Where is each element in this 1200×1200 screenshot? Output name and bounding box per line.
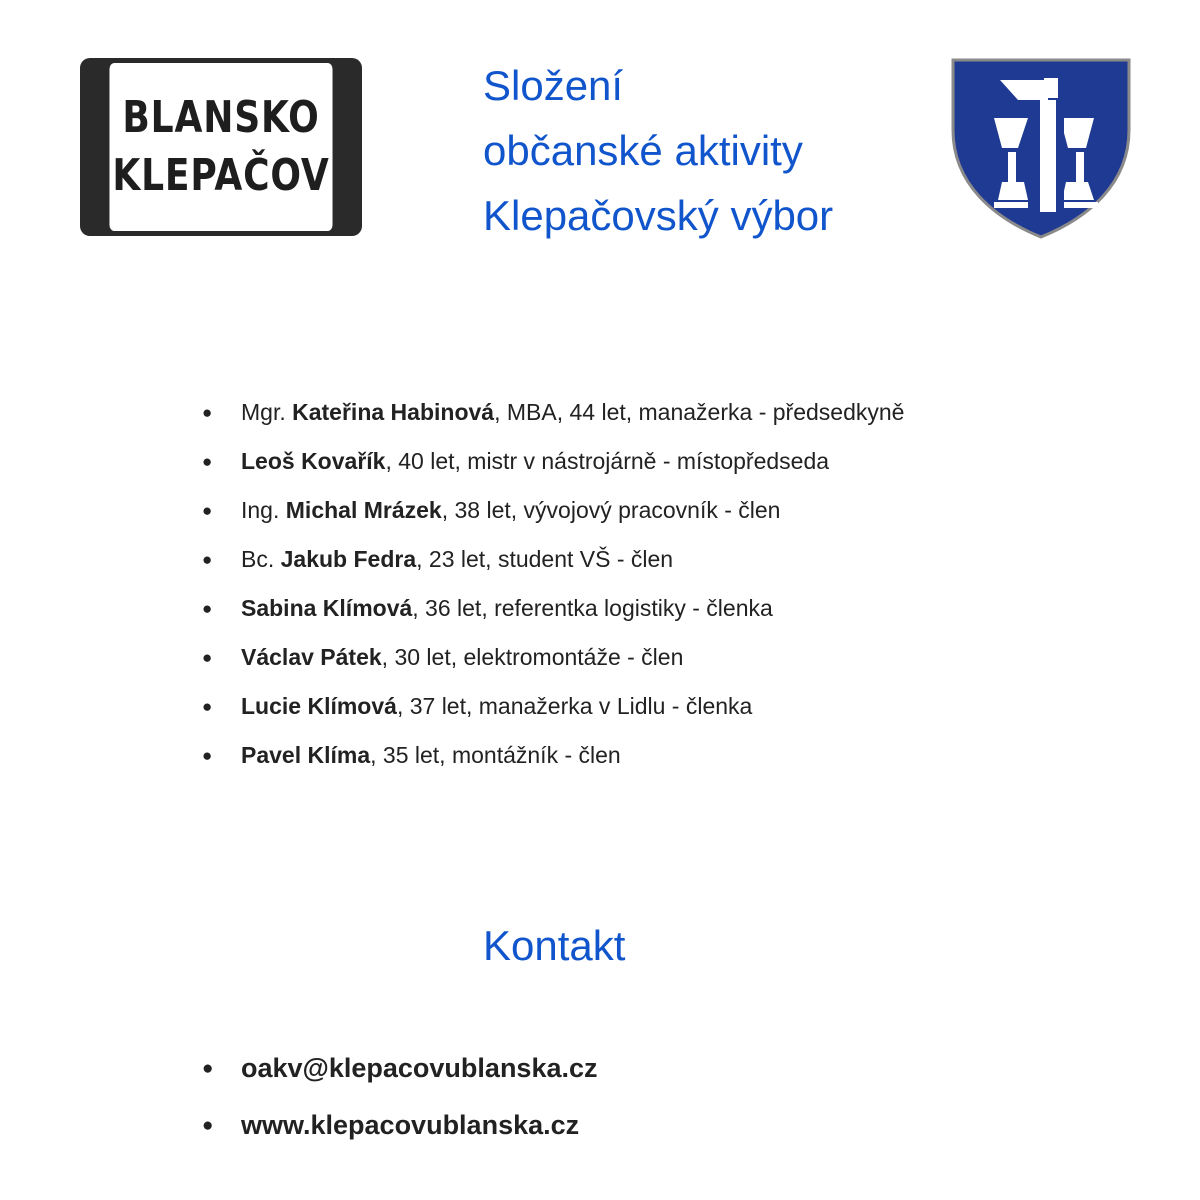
member-name: Michal Mrázek bbox=[285, 497, 442, 523]
contact-email-link[interactable]: oakv@klepacovublanska.cz bbox=[241, 1053, 598, 1083]
title-line-2: občanské aktivity bbox=[483, 127, 803, 174]
member-name: Václav Pátek bbox=[241, 644, 382, 670]
list-item bbox=[200, 682, 904, 731]
list-item bbox=[200, 633, 904, 682]
contact-web-item bbox=[200, 1097, 598, 1154]
contact-email-item bbox=[200, 1040, 598, 1097]
member-name: Jakub Fedra bbox=[280, 546, 417, 572]
bullet-icon: ● bbox=[202, 1058, 214, 1079]
list-item bbox=[200, 486, 904, 535]
member-details: , 38 let, vývojový pracovník - člen bbox=[441, 497, 781, 523]
member-details: , 40 let, mistr v nástrojárně - místopředseda bbox=[385, 448, 830, 474]
bullet-icon: ● bbox=[202, 501, 213, 520]
member-details: , 23 let, student VŠ - člen bbox=[416, 546, 674, 572]
member-title: Bc. bbox=[241, 546, 281, 572]
member-name: Pavel Klíma bbox=[241, 742, 371, 768]
member-details: , 35 let, montážník - člen bbox=[370, 742, 621, 768]
crest-bar-right bbox=[1058, 116, 1064, 208]
member-title: Mgr. bbox=[241, 399, 293, 425]
member-name: Sabina Klímová bbox=[241, 595, 413, 621]
member-name: Kateřina Habinová bbox=[292, 399, 495, 425]
page-title bbox=[483, 53, 833, 248]
contact-heading: Kontakt bbox=[483, 922, 626, 969]
list-item bbox=[200, 535, 904, 584]
bullet-icon: ● bbox=[202, 550, 213, 569]
crest-bar-left bbox=[1028, 116, 1034, 208]
list-item bbox=[200, 731, 904, 780]
list-item bbox=[200, 437, 904, 486]
committee-member-list bbox=[200, 388, 904, 780]
contact-web-link[interactable]: www.klepacovublanska.cz bbox=[241, 1110, 580, 1140]
bullet-icon: ● bbox=[202, 697, 213, 716]
town-sign-face bbox=[109, 63, 332, 231]
bullet-icon: ● bbox=[202, 599, 213, 618]
list-item bbox=[200, 584, 904, 633]
sign-line-klepacov: KLEPAČOV bbox=[112, 150, 330, 201]
bullet-icon: ● bbox=[202, 403, 213, 422]
member-details: , 30 let, elektromontáže - člen bbox=[381, 644, 684, 670]
title-line-1: Složení bbox=[483, 62, 624, 109]
town-sign-image bbox=[80, 58, 362, 236]
member-name: Lucie Klímová bbox=[241, 693, 397, 719]
bullet-icon: ● bbox=[202, 1115, 214, 1136]
bullet-icon: ● bbox=[202, 648, 213, 667]
bullet-icon: ● bbox=[202, 452, 213, 471]
member-details: , 37 let, manažerka v Lidlu - členka bbox=[396, 693, 753, 719]
bullet-icon: ● bbox=[202, 746, 213, 765]
coat-of-arms-icon bbox=[948, 56, 1134, 240]
member-details: , 36 let, referentka logistiky - členka bbox=[412, 595, 773, 621]
list-item bbox=[200, 388, 904, 437]
title-line-3: Klepačovský výbor bbox=[483, 192, 834, 239]
contact-list bbox=[200, 1040, 598, 1154]
member-title: Ing. bbox=[241, 497, 286, 523]
member-details: , MBA, 44 let, manažerka - předsedkyně bbox=[494, 399, 905, 425]
member-name: Leoš Kovařík bbox=[241, 448, 386, 474]
sign-line-blansko: BLANSKO bbox=[122, 92, 320, 143]
